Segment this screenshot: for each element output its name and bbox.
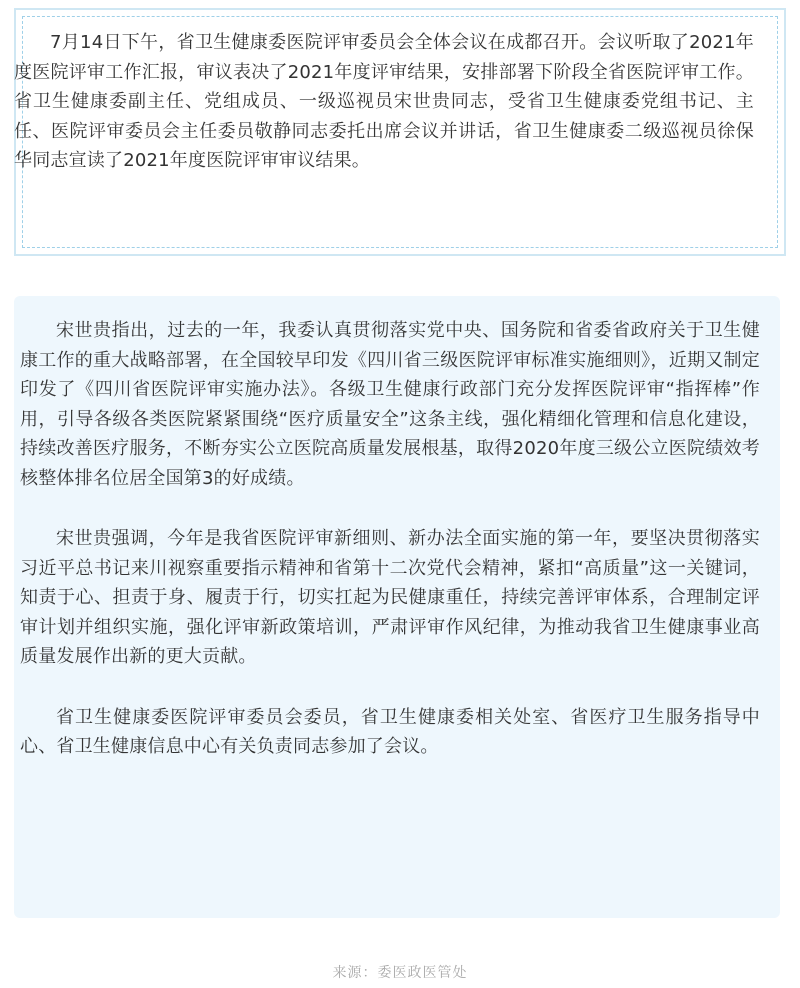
intro-paragraph: 7月14日下午，省卫生健康委医院评审委员会全体会议在成都召开。会议听取了2021年度医院评审工作汇报，审议表决了2021年度评审结果，安排部署下阶段全省医院评审工作。省卫生健康委副主任、党组成员、一级巡视员宋世贵同志，受省卫生健康委党组书记、主任、医院评审委员会主任委员敬静同志委托出席会议并讲话，省卫生健康委二级巡视员徐保华同志宣读了2021年度医院评审审议结果。 [14, 32, 754, 171]
source-credit: 来源：委医政医管处 [332, 965, 468, 981]
body-paragraph-2: 宋世贵强调，今年是我省医院评审新细则、新办法全面实施的第一年，要坚决贯彻落实习近平总书记来川视察重要指示精神和省第十二次党代会精神，紧扣“高质量”这一关键词，知责于心、担责于身、履责于行，切实扛起为民健康重任，持续完善评审体系，合理制定评审计划并组织实施，强化评审新政策培训，严肃评审作风纪律，为推动我省卫生健康事业高质量发展作出新的更大贡献。 [20, 528, 760, 667]
body-paragraph-3: 省卫生健康委医院评审委员会委员，省卫生健康委相关处室、省医疗卫生服务指导中心、省卫生健康信息中心有关负责同志参加了会议。 [20, 706, 760, 757]
main-article-body [20, 316, 760, 793]
body-paragraph-1: 宋世贵指出，过去的一年，我委认真贯彻落实党中央、国务院和省委省政府关于卫生健康工作的重大战略部署，在全国较早印发《四川省三级医院评审标准实施细则》，近期又制定印发了《四川省医院评审实施办法》。各级卫生健康行政部门充分发挥医院评审“指挥棒”作用，引导各级各类医院紧紧围绕“医疗质量安全”这条主线，强化精细化管理和信息化建设，持续改善医疗服务，不断夯实公立医院高质量发展根基，取得2020年度三级公立医院绩效考核整体排名位居全国第3的好成绩。 [20, 320, 760, 489]
